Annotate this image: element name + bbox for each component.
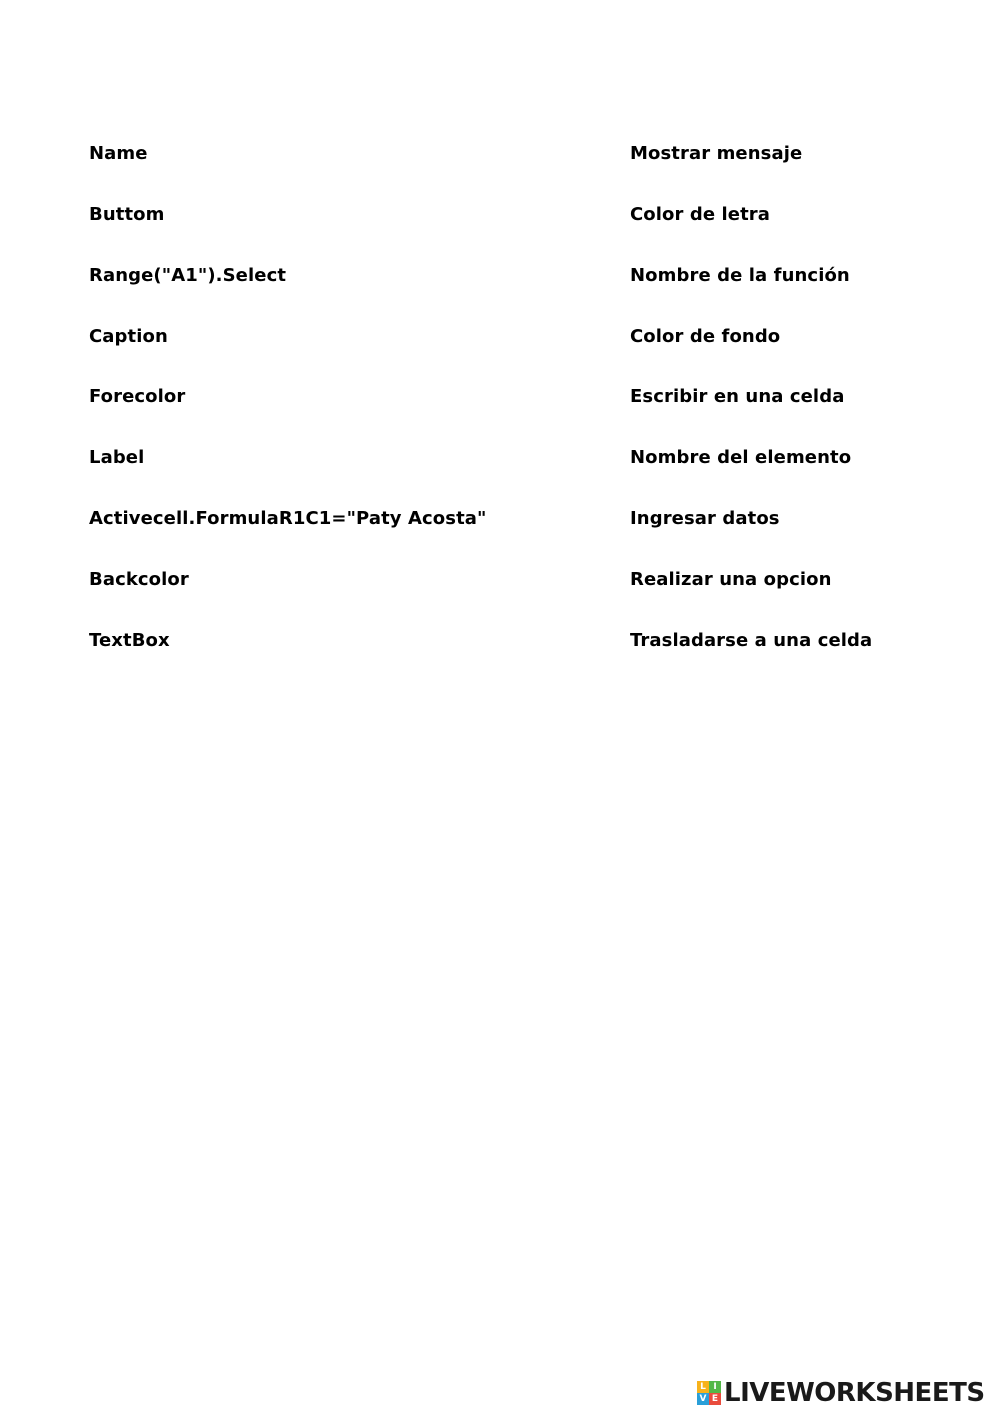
definition-item: Escribir en una celda (630, 386, 845, 407)
definition-item: Mostrar mensaje (630, 143, 803, 164)
definition-item: Realizar una opcion (630, 569, 832, 590)
definition-item: Nombre del elemento (630, 447, 852, 468)
term-item: Name (89, 143, 148, 164)
liveworksheets-logo-icon: L I V E (697, 1381, 721, 1405)
definition-item: Color de fondo (630, 326, 781, 347)
term-item: Backcolor (89, 569, 189, 590)
term-item: Label (89, 447, 145, 468)
definition-item: Ingresar datos (630, 508, 780, 529)
term-item: Caption (89, 326, 168, 347)
definition-item: Trasladarse a una celda (630, 630, 873, 651)
term-item: Buttom (89, 204, 165, 225)
definition-item: Color de letra (630, 204, 771, 225)
term-item: TextBox (89, 630, 170, 651)
term-item: Forecolor (89, 386, 186, 407)
logo-wordmark: LIVEWORKSHEETS (724, 1378, 985, 1408)
term-item: Activecell.FormulaR1C1="Paty Acosta" (89, 508, 487, 529)
liveworksheets-logo (697, 1378, 985, 1408)
term-item: Range("A1").Select (89, 265, 287, 286)
definition-item: Nombre de la función (630, 265, 850, 286)
